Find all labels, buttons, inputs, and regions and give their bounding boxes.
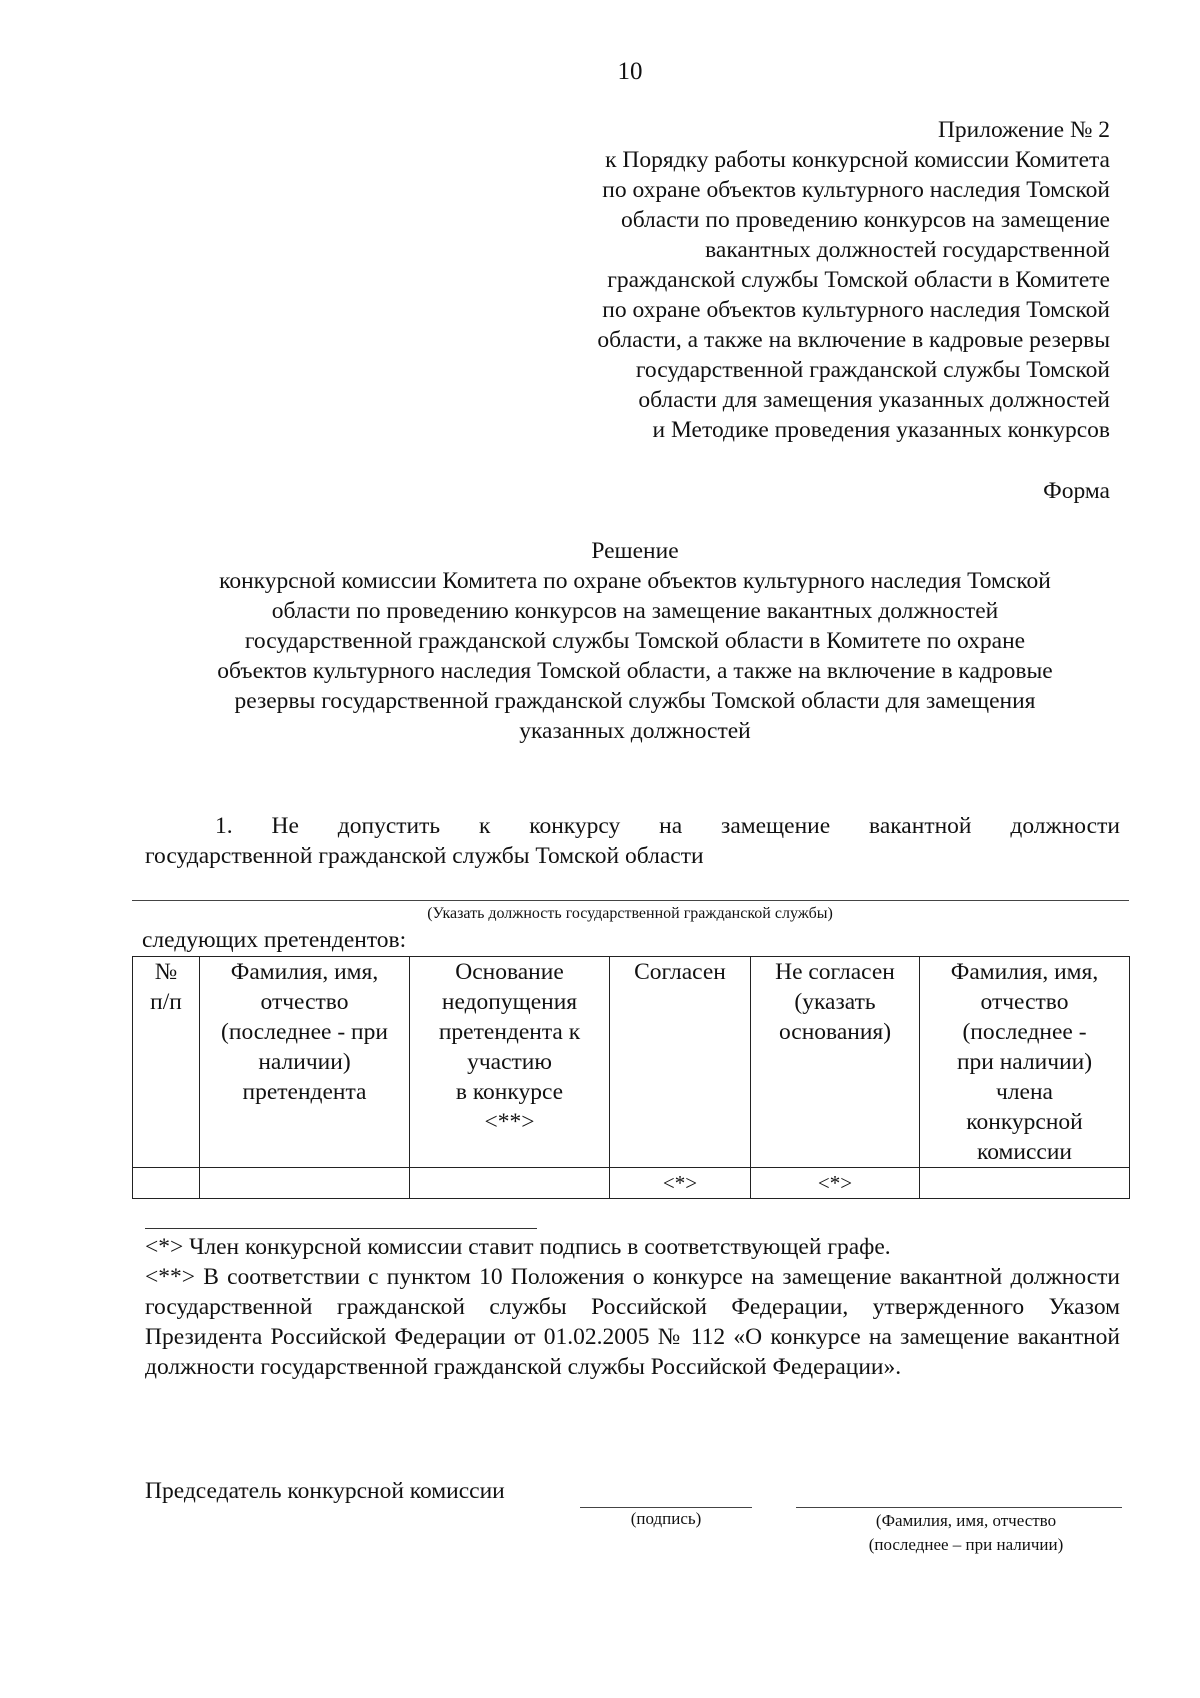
decision-title-block [145, 536, 1125, 746]
table-cell [133, 1168, 200, 1199]
table-header-row [133, 957, 1130, 1168]
name-hint [796, 1509, 1136, 1557]
footnotes [145, 1232, 1120, 1382]
decision-heading: Решение [591, 538, 679, 564]
position-hint: (Указать должность государственной гражданской службы) [427, 905, 833, 922]
appendix-line: вакантных должностей государственной [705, 237, 1110, 263]
decision-line: объектов культурного наследия Томской области, а также на включение в кадровые [217, 658, 1053, 684]
appendix-line: к Порядку работы конкурсной комиссии Комитета [605, 147, 1110, 173]
decision-line: области по проведению конкурсов на замещение вакантных должностей [271, 598, 999, 624]
appendix-line: по охране объектов культурного наследия Томской [602, 297, 1110, 323]
word: допустить [337, 813, 441, 839]
word: вакантной [869, 813, 972, 839]
decision-line: конкурсной комиссии Комитета по охране объектов культурного наследия Томской [219, 568, 1051, 594]
header-number: № п/п [133, 957, 200, 1168]
appendix-line: гражданской службы Томской области в Комитете [607, 267, 1110, 293]
footnote-2: <**> В соответствии с пунктом 10 Положения о конкурсе на замещение вакантной должности государственной гражданской службы Российской Федерации, утвержденного Указом Президента Российской Федерации от 01.02.2005 № 112 «О конкурсе на замещение вакантной должности государственной гражданской службы Российской Федерации». [145, 1264, 1120, 1380]
appendix-line: области, а также на включение в кадровые резервы [597, 327, 1110, 353]
name-line [796, 1507, 1122, 1508]
form-label: Форма [1043, 478, 1110, 504]
following-candidates-label: следующих претендентов: [142, 927, 407, 953]
table-cell [920, 1168, 1130, 1199]
table-cell: <*> [610, 1168, 751, 1199]
appendix-title: Приложение № 2 [937, 117, 1110, 143]
table-cell [410, 1168, 610, 1199]
decision-line: указанных должностей [519, 718, 751, 744]
word: на [659, 813, 683, 839]
appendix-line: государственной гражданской службы Томской [635, 357, 1110, 383]
table-cell [200, 1168, 410, 1199]
word: Не [271, 813, 299, 839]
chair-label: Председатель конкурсной комиссии [145, 1478, 505, 1504]
header-reason: Основание недопущения претендента к участию в конкурсе <**> [410, 957, 610, 1168]
paragraph-1 [145, 811, 1120, 871]
header-candidate-name: Фамилия, имя, отчество (последнее - при наличии) претендента [200, 957, 410, 1168]
decision-line: государственной гражданской службы Томской области в Комитете по охране [244, 628, 1026, 654]
word: замещение [721, 813, 831, 839]
decision-line: резервы государственной гражданской службы Томской области для замещения [234, 688, 1036, 714]
candidates-table [132, 956, 1130, 1199]
table-row [133, 1168, 1130, 1199]
appendix-line: по охране объектов культурного наследия Томской [602, 177, 1110, 203]
paragraph-1-line-1 [145, 811, 1120, 841]
footnote-1: <*> Член конкурсной комиссии ставит подпись в соответствующей графе. [145, 1234, 891, 1260]
word: должности [1010, 813, 1120, 839]
header-disagree: Не согласен (указать основания) [751, 957, 920, 1168]
appendix-line: области по проведению конкурсов на замещение [620, 207, 1110, 233]
position-fill-line [132, 900, 1129, 901]
signature-hint: (подпись) [630, 1509, 702, 1528]
header-agree: Согласен [610, 957, 751, 1168]
page-number: 10 [617, 58, 643, 85]
word: конкурсу [529, 813, 621, 839]
name-hint-line-1: (Фамилия, имя, отчество [875, 1511, 1057, 1530]
word: к [478, 813, 491, 839]
appendix-block [490, 115, 1110, 445]
name-hint-line-2: (последнее – при наличии) [868, 1535, 1064, 1554]
paragraph-1-line-2: государственной гражданской службы Томской области [145, 843, 704, 869]
header-member-name: Фамилия, имя, отчество (последнее - при наличии) члена конкурсной комиссии [920, 957, 1130, 1168]
appendix-line: области для замещения указанных должностей [638, 387, 1110, 413]
word: 1. [215, 813, 233, 839]
footnote-separator [145, 1228, 537, 1229]
appendix-line: и Методике проведения указанных конкурсов [652, 417, 1110, 443]
signature-line [580, 1507, 752, 1508]
table-cell: <*> [751, 1168, 920, 1199]
